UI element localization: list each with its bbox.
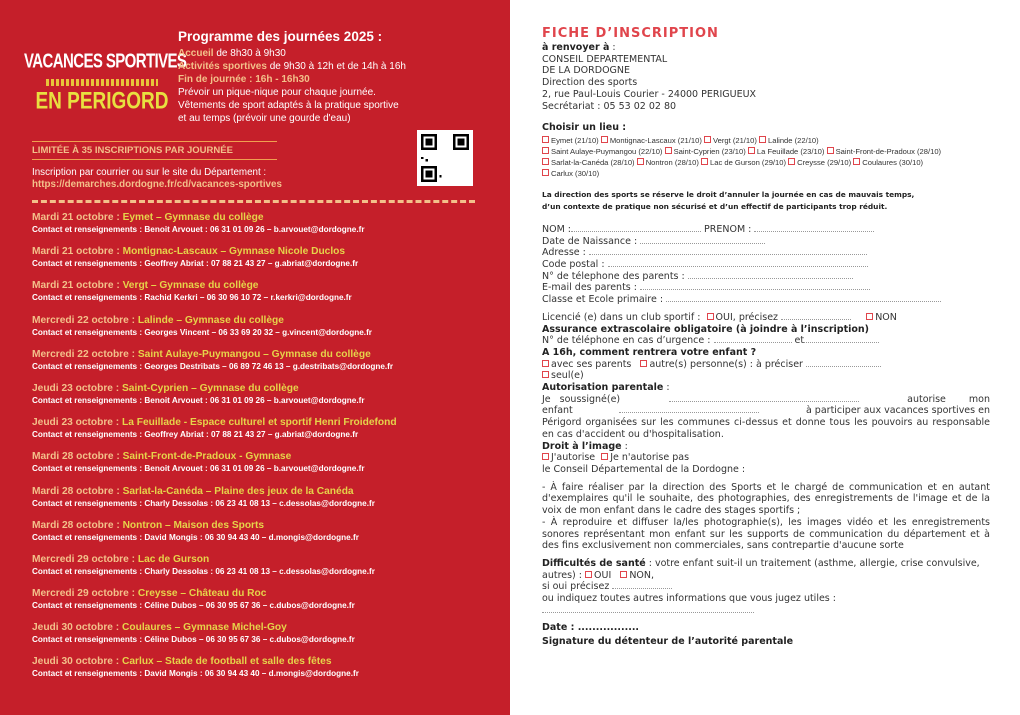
colon: :	[609, 42, 616, 53]
location-option[interactable]	[788, 158, 853, 167]
event-date: Mardi 28 octobre :	[32, 485, 123, 497]
location-label: Saint-Cyprien (23/10)	[673, 146, 746, 156]
logo-line1: VACANCES SPORTIVES	[24, 49, 187, 73]
location-option[interactable]	[827, 147, 942, 156]
urgence-field-2[interactable]	[804, 335, 879, 343]
si-oui-field[interactable]	[612, 581, 672, 589]
event-title	[32, 211, 502, 224]
location-label: Coulaures (30/10)	[862, 157, 924, 167]
activites-line	[178, 60, 498, 73]
event-contact: Contact et renseignements : Benoit Arvouet : 06 31 01 09 26 – b.arvouet@dordogne.fr	[32, 464, 365, 474]
event-date: Jeudi 30 octobre :	[32, 656, 123, 668]
programme	[178, 30, 498, 125]
location-label: Saint Aulaye-Puymangou (22/10)	[551, 146, 663, 156]
event-place: Saint-Front-de-Pradoux - Gymnase	[122, 451, 292, 463]
event-title	[32, 245, 502, 258]
address-block	[542, 54, 990, 113]
child-name-field[interactable]	[619, 405, 759, 413]
sante-label: Difficultés de santé	[542, 557, 646, 569]
send-label: à renvoyer à	[542, 42, 610, 53]
checkbox[interactable]	[704, 136, 711, 143]
event-contact: Contact et renseignements : Georges Destribats – 06 89 72 46 13 – g.destribats@dordogne.fr	[32, 361, 394, 371]
event-title	[32, 587, 502, 600]
classe-field[interactable]	[666, 294, 941, 302]
prenom-label: PRENOM :	[704, 223, 752, 235]
event-contact: Contact et renseignements : Rachid Kerkri – 06 30 96 10 72 – r.kerkri@dordogne.fr	[32, 293, 352, 303]
inscription-info	[32, 167, 282, 191]
assurance-label: Assurance extrascolaire obligatoire (à joindre à l’inscription)	[542, 323, 870, 335]
event-date: Mardi 21 octobre :	[32, 280, 123, 292]
activites-label: Activités sportives	[178, 61, 267, 72]
autorise-label: autorise mon	[907, 393, 990, 405]
address-line: CONSEIL DEPARTEMENTAL	[542, 53, 668, 65]
droit-para-1: - À faire réaliser par la direction des Sports et le chargé de communication et en autant d'exemplaires qu'il le souhaite, des photographies, des enregistrements de l'image et de la voix de mon enfant dans le cadre des stages sportifs ;	[542, 481, 990, 517]
jenautorise-label: Je n'autorise pas	[610, 452, 690, 464]
autres-infos-field[interactable]	[542, 605, 754, 613]
event-contact: Contact et renseignements : Georges Vincent – 06 33 69 20 32 – g.vincent@dordogne.fr	[32, 327, 372, 337]
club-field[interactable]	[781, 312, 851, 320]
email-field[interactable]	[640, 282, 870, 290]
event-item	[32, 450, 502, 484]
event-title	[32, 621, 502, 634]
logo-crowd-graphic	[46, 79, 158, 86]
event-place: Montignac-Lascaux – Gymnase Nicole Duclos	[122, 246, 346, 258]
tel-label: N° de télephone des parents :	[542, 270, 685, 282]
location-checkboxes	[542, 135, 990, 179]
autres-field[interactable]	[806, 359, 881, 367]
event-contact: Contact et renseignements : Céline Dubos – 06 30 95 67 36 – c.dubos@dordogne.fr	[32, 635, 355, 645]
urgence-label: N° de téléphone en cas d’urgence :	[542, 335, 711, 347]
retour-question: A 16h, comment rentrera votre enfant ?	[542, 346, 757, 358]
event-date: Mercredi 29 octobre :	[32, 553, 138, 565]
nom-label: NOM :	[542, 223, 572, 235]
event-date: Jeudi 23 octobre :	[32, 382, 123, 394]
event-place: Lac de Gurson	[137, 553, 210, 565]
programme-title: Programme des journées 2025 :	[178, 29, 383, 44]
event-place: Nontron – Maison des Sports	[122, 519, 265, 531]
logo-line2: EN PERIGORD	[35, 88, 169, 115]
perigord-text: Périgord organisées sur les communes ci-dessus et donne tous les pouvoirs au responsable en cas d'accident ou d'hospitalisation.	[542, 417, 990, 440]
naissance-field[interactable]	[640, 236, 765, 244]
events-list	[32, 211, 502, 690]
location-label: La Feuillade (23/10)	[756, 146, 825, 156]
jenautorise-checkbox[interactable]	[601, 453, 608, 460]
email-label: E-mail des parents :	[542, 282, 637, 294]
cancellation-notice	[542, 189, 990, 213]
licencie-oui-checkbox[interactable]	[707, 313, 714, 320]
event-place: Saint Aulaye-Puymangou – Gymnase du collège	[137, 348, 371, 360]
event-date: Mercredi 22 octobre :	[32, 314, 138, 326]
event-contact: Contact et renseignements : Geoffrey Abriat : 07 88 21 43 27 – g.abriat@dordogne.fr	[32, 430, 359, 440]
programme-line: Vêtements de sport adaptés à la pratique sportive	[178, 100, 399, 111]
event-contact: Contact et renseignements : Charly Dessolas : 06 23 41 08 13 – c.dessolas@dordogne.fr	[32, 498, 375, 508]
autres-infos-label: ou indiquez toutes autres informations que vous jugez utiles :	[542, 593, 836, 605]
seul-label: seul(e)	[551, 370, 584, 382]
notice-line: d’un contexte de pratique non sécurisé et d’un effectif de participants trop réduit.	[542, 201, 888, 211]
fin-line: Fin de journée : 16h - 16h30	[178, 74, 310, 85]
right-panel	[510, 0, 1020, 715]
event-date: Mardi 28 octobre :	[32, 519, 123, 531]
event-title	[32, 314, 502, 327]
location-option[interactable]	[665, 147, 748, 156]
event-date: Mardi 21 octobre :	[32, 212, 123, 223]
event-item	[32, 279, 502, 313]
jautorise-label: J'autorise	[551, 452, 596, 464]
qr-code[interactable]	[417, 130, 473, 186]
registration-form: NOM : PRENOM : Date de Naissance : Adresse : Code postal : N° de télephone des parents : E-mail des parents : Classe et Ecole primaire : Licencié (e) dans un club sportif : OUI, précisez NON Assurance extrascolaire obligatoire (à joindre à l’inscription) N° de téléphone en cas d’urgence : et A 16h, comment rentrera votre enfant ? avec ses parents autre(s) personne(s) : à préciser seul(e) Autorisation parentale : Je soussigné(e) autorise mon enfant à participer aux vacances sportives en Périgord organisées sur les communes ci-dessus et donne tous les pouvoirs au responsable en cas d'accident ou d'hospitalisation. Droit à l’image : J'autorise Je n'autorise pas le Conseil Départemental de la Dordogne : - À faire réaliser par la direction des Sports et le chargé de communication et en autant d'exemplaires qu'il le souhaite, des photographies, des enregistrements de l'image et de la voix de mon enfant dans le cadre des stages sportifs ; - À reproduire et diffuser la/les photographie(s), les images vidéo et les enregistrements sonores représentant mon enfant sur les supports de communication du département et à des fins exclusivement non commerciales, sans contrepartie d'aucune sorte Difficultés de santé : votre enfant suit-il un traitement (asthme, allergie, crise convulsive, autres) : OUI NON, si oui précisez ou indiquez toutes autres informations que vous jugez utiles : Date : ................. Signature du détenteur de l’autorité parentale	[542, 223, 990, 648]
sante-non-label: NON,	[629, 569, 655, 581]
droit-para-2: - À reproduire et diffuser la/les photographie(s), les images vidéo et les enregistrements sonores représentant mon enfant sur les supports de communication du département et à des fins exclusivement non commerciales, sans contrepartie d'aucune sorte	[542, 516, 990, 552]
event-title	[32, 519, 502, 532]
seul-checkbox[interactable]	[542, 371, 549, 378]
location-label: Creysse (29/10)	[797, 157, 852, 167]
checkbox[interactable]	[788, 158, 795, 165]
location-option[interactable]	[759, 136, 819, 145]
checkbox[interactable]	[542, 169, 549, 176]
droit-image-label: Droit à l’image	[542, 440, 622, 452]
event-item	[32, 211, 502, 245]
enfant-label: enfant	[542, 405, 573, 417]
licencie-non-checkbox[interactable]	[866, 313, 873, 320]
location-option[interactable]	[637, 158, 701, 167]
checkbox[interactable]	[637, 158, 644, 165]
je-label: Je soussigné(e)	[542, 393, 621, 405]
nom-field[interactable]	[571, 224, 701, 232]
event-place: Carlux – Stade de football et salle des fêtes	[122, 656, 332, 668]
accueil-text: de 8h30 à 9h30	[213, 48, 286, 59]
accueil-label: Accueil	[178, 48, 214, 59]
dashed-divider	[32, 200, 475, 203]
checkbox[interactable]	[827, 147, 834, 154]
event-contact: Contact et renseignements : Céline Dubos – 06 30 95 67 36 – c.dubos@dordogne.fr	[32, 601, 355, 611]
location-option[interactable]	[748, 147, 827, 156]
event-title	[32, 655, 502, 668]
notice-line: La direction des sports se réserve le droit d’annuler la journée en cas de mauvais temps,	[542, 189, 915, 199]
event-contact: Contact et renseignements : Benoit Arvouet : 06 31 01 09 26 – b.arvouet@dordogne.fr	[32, 395, 365, 405]
event-item	[32, 621, 502, 655]
event-title	[32, 450, 502, 463]
urgence-field-1[interactable]	[714, 335, 792, 343]
location-option[interactable]	[542, 147, 665, 156]
vacances-sportives-logo	[24, 48, 187, 124]
event-title	[32, 348, 502, 361]
sante-text: : votre enfant suit-il un traitement (asthme, allergie, crise convulsive, autres) :	[542, 557, 980, 581]
licencie-label: Licencié (e) dans un club sportif :	[542, 311, 701, 323]
cp-field[interactable]	[608, 259, 868, 267]
event-item	[32, 348, 502, 382]
checkbox[interactable]	[759, 136, 766, 143]
programme-line: Prévoir un pique-nique pour chaque journée.	[178, 87, 376, 98]
checkbox[interactable]	[748, 147, 755, 154]
autres-checkbox[interactable]	[640, 360, 647, 367]
location-label: Saint-Front-de-Pradoux (28/10)	[835, 146, 942, 156]
conseil-text: le Conseil Départemental de la Dordogne :	[542, 463, 746, 475]
location-label: Sarlat-la-Canéda (28/10)	[551, 157, 635, 167]
event-item	[32, 245, 502, 279]
location-label: Eymet (21/10)	[551, 135, 599, 145]
event-item	[32, 314, 502, 348]
avec-parents-checkbox[interactable]	[542, 360, 549, 367]
inscription-text: Inscription par courrier ou sur le site du Département :	[32, 167, 267, 178]
event-title	[32, 279, 502, 292]
checkbox[interactable]	[853, 158, 860, 165]
location-label: Vergt (21/10)	[712, 135, 757, 145]
event-title	[32, 553, 502, 566]
location-option[interactable]	[704, 136, 759, 145]
et-label: et	[794, 335, 805, 347]
jautorise-checkbox[interactable]	[542, 453, 549, 460]
tel-field[interactable]	[688, 271, 853, 279]
sante-non-checkbox[interactable]	[620, 571, 627, 578]
event-place: La Feuillade - Espace culturel et sportif Henri Froidefond	[122, 417, 397, 429]
activites-text: de 9h30 à 12h et de 14h à 16h	[266, 61, 406, 72]
naissance-label: Date de Naissance :	[542, 235, 638, 247]
adresse-field[interactable]	[589, 247, 867, 255]
address-line: DE LA DORDOGNE	[542, 65, 631, 77]
form-title: FICHE D’INSCRIPTION	[542, 26, 719, 41]
event-item	[32, 382, 502, 416]
event-place: Coulaures – Gymnase Michel-Goy	[122, 622, 287, 634]
oui-label: OUI, précisez	[715, 311, 779, 323]
signature-label: Signature du détenteur de l’autorité parentale	[542, 636, 794, 648]
location-option[interactable]	[542, 136, 601, 145]
checkbox[interactable]	[542, 147, 549, 154]
location-label: Montignac-Lascaux (21/10)	[609, 135, 702, 145]
prenom-field[interactable]	[754, 224, 874, 232]
location-label: Lac de Gurson (29/10)	[710, 157, 786, 167]
event-date: Mardi 21 octobre :	[32, 246, 123, 258]
location-label: Nontron (28/10)	[645, 157, 699, 167]
event-contact: Contact et renseignements : Geoffrey Abriat : 07 88 21 43 27 – g.abriat@dordogne.fr	[32, 259, 359, 269]
event-item	[32, 519, 502, 553]
address-line: Secrétariat : 05 53 02 02 80	[542, 100, 677, 112]
limit-banner: LIMITÉE À 35 INSCRIPTIONS PAR JOURNÉE	[32, 141, 277, 160]
programme-line: et au temps (prévoir une gourde d'eau)	[178, 113, 351, 124]
address-line: 2, rue Paul-Louis Courier - 24000 PERIGUEUX	[542, 88, 757, 100]
accueil-line	[178, 47, 498, 60]
checkbox[interactable]	[542, 136, 549, 143]
checkbox[interactable]	[542, 158, 549, 165]
address-line: Direction des sports	[542, 77, 638, 89]
sante-oui-checkbox[interactable]	[585, 571, 592, 578]
location-label: Lalinde (22/10)	[768, 135, 819, 145]
classe-label: Classe et Ecole primaire :	[542, 294, 664, 306]
location-option[interactable]	[853, 158, 923, 167]
event-item	[32, 553, 502, 587]
location-option[interactable]	[542, 169, 599, 178]
date-field[interactable]: Date : .................	[542, 622, 640, 634]
event-item	[32, 416, 502, 450]
inscription-link[interactable]: https://demarches.dordogne.fr/cd/vacances-sportives	[32, 179, 282, 190]
event-date: Mercredi 22 octobre :	[32, 348, 138, 360]
adresse-label: Adresse :	[542, 247, 586, 259]
checkbox[interactable]	[701, 158, 708, 165]
event-item	[32, 655, 502, 689]
event-title	[32, 485, 502, 498]
event-place: Eymet – Gymnase du collège	[122, 212, 264, 223]
location-option[interactable]	[601, 136, 704, 145]
event-place: Sarlat-la-Canéda – Plaine des jeux de la Canéda	[122, 485, 354, 497]
event-date: Mercredi 29 octobre :	[32, 588, 138, 600]
event-place: Lalinde – Gymnase du collège	[137, 314, 284, 326]
event-title	[32, 382, 502, 395]
si-oui-label: si oui précisez	[542, 581, 610, 593]
event-item	[32, 587, 502, 621]
avec-parents-label: avec ses parents	[551, 358, 632, 370]
autorisation-label: Autorisation parentale	[542, 382, 664, 394]
event-place: Vergt – Gymnase du collège	[122, 280, 259, 292]
location-label: Carlux (30/10)	[551, 168, 600, 178]
event-contact: Contact et renseignements : Charly Dessolas : 06 23 41 08 13 – c.dessolas@dordogne.fr	[32, 566, 375, 576]
event-place: Creysse – Château du Roc	[137, 588, 267, 600]
event-date: Mardi 28 octobre :	[32, 451, 123, 463]
participer-text: à participer aux vacances sportives en	[805, 405, 990, 417]
cp-label: Code postal :	[542, 259, 605, 271]
event-contact: Contact et renseignements : David Mongis : 06 30 94 43 40 – d.mongis@dordogne.fr	[32, 532, 359, 542]
location-option[interactable]	[542, 158, 637, 167]
location-option[interactable]	[701, 158, 788, 167]
autres-label: autre(s) personne(s) : à préciser	[649, 358, 803, 370]
non-label: NON	[875, 311, 897, 323]
event-contact: Contact et renseignements : David Mongis : 06 30 94 43 40 – d.mongis@dordogne.fr	[32, 669, 359, 679]
checkbox[interactable]	[665, 147, 672, 154]
event-title	[32, 416, 502, 429]
choose-location-label: Choisir un lieu :	[542, 122, 627, 134]
event-date: Jeudi 23 octobre :	[32, 417, 123, 429]
event-date: Jeudi 30 octobre :	[32, 622, 123, 634]
parent-name-field[interactable]	[669, 394, 859, 402]
event-place: Saint-Cyprien – Gymnase du collège	[122, 382, 299, 394]
checkbox[interactable]	[601, 136, 608, 143]
event-contact: Contact et renseignements : Benoit Arvouet : 06 31 01 09 26 – b.arvouet@dordogne.fr	[32, 225, 365, 234]
sante-oui-label: OUI	[594, 569, 612, 581]
event-item	[32, 485, 502, 519]
